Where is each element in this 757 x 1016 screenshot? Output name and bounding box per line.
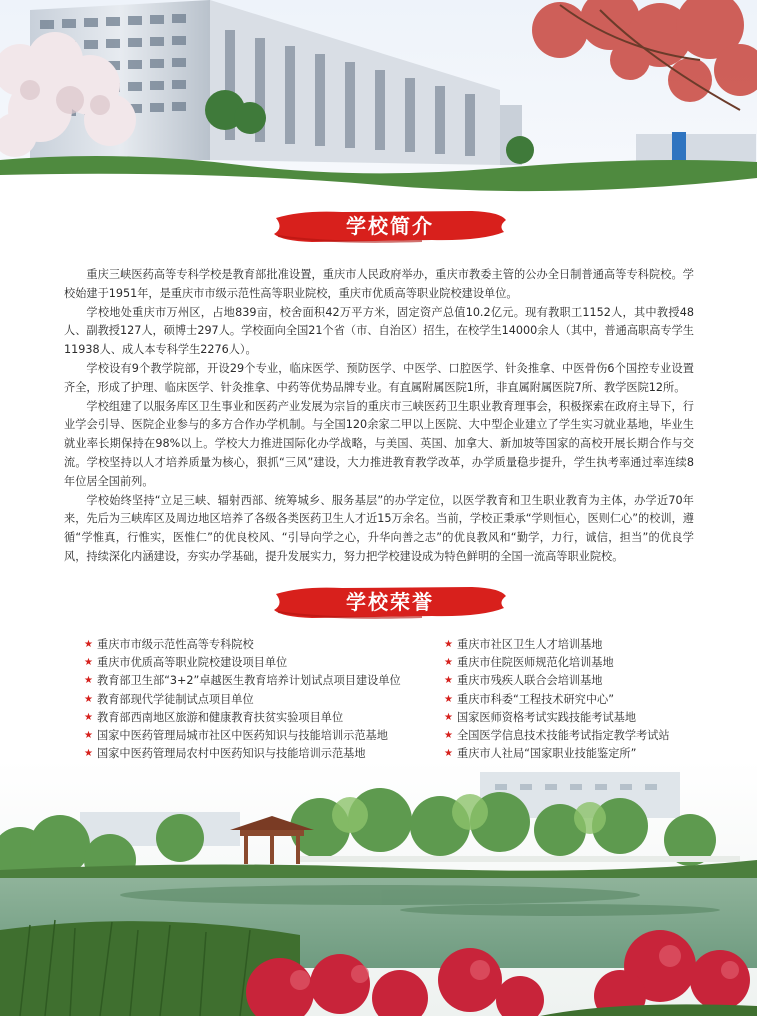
star-icon: ★ — [84, 730, 93, 742]
section-title-honors: 学校荣誉 — [346, 590, 434, 614]
honor-item: ★ 全国医学信息技术技能考试指定教学考试站 — [444, 727, 744, 745]
honor-item: ★ 重庆市残疾人联合会培训基地 — [444, 672, 744, 690]
intro-paragraph: 重庆三峡医药高等专科学校是教育部批准设置，重庆市人民政府举办，重庆市教委主管的公办全日制普通高等专科院校。学校始建于1951年，是重庆市市级示范性高等职业院校，重庆市优质高等职业院校建设单位。 — [64, 268, 694, 300]
honor-item: ★ 重庆市社区卫生人才培训基地 — [444, 636, 744, 654]
star-icon: ★ — [444, 711, 453, 723]
footer-campus-lake-photo — [0, 760, 757, 1016]
section-banner-honors — [272, 584, 508, 620]
star-icon: ★ — [84, 711, 93, 723]
star-icon: ★ — [84, 639, 93, 650]
honor-item: ★ 重庆市市级示范性高等专科院校 — [84, 636, 434, 654]
star-icon: ★ — [84, 657, 93, 669]
intro-paragraph: 学校设有9个教学院部，开设29个专业，临床医学、预防医学、中医学、口腔医学、针灸推拿、中医骨伤6个国控专业设置齐全，形成了护理、临床医学、针灸推拿、中药等优势品牌专业。有直属附属医院1所，非直属附属医院7所、教学医院12所。 — [64, 361, 694, 394]
honor-item: ★ 重庆市住院医师规范化培训基地 — [444, 654, 744, 672]
honors-list-right — [444, 636, 744, 763]
honor-item: ★ 重庆市优质高等职业院校建设项目单位 — [84, 654, 434, 672]
honor-item: ★ 教育部卫生部“3+2”卓越医生教育培养计划试点项目建设单位 — [84, 672, 434, 690]
star-icon: ★ — [444, 639, 453, 650]
honor-item: ★ 国家中医药管理局城市社区中医药知识与技能培训示范基地 — [84, 727, 434, 745]
honor-item: ★ 教育部西南地区旅游和健康教育扶贫实验项目单位 — [84, 709, 434, 727]
star-icon: ★ — [84, 748, 93, 760]
honor-item: ★ 国家医师资格考试实践技能考试基地 — [444, 709, 744, 727]
honor-item: ★ 国家中医药管理局农村中医药知识与技能培训示范基地 — [84, 745, 434, 763]
honor-item: ★ 教育部现代学徒制试点项目单位 — [84, 691, 434, 709]
star-icon: ★ — [84, 693, 93, 705]
star-icon: ★ — [444, 657, 453, 669]
hero-campus-photo — [0, 0, 757, 200]
honor-item: ★ 重庆市人社局“国家职业技能鉴定所” — [444, 745, 744, 763]
star-icon: ★ — [444, 730, 453, 742]
section-title-intro: 学校简介 — [346, 214, 434, 238]
section-banner-intro — [272, 208, 508, 244]
star-icon: ★ — [444, 748, 453, 760]
honor-item: ★ 重庆市科委“工程技术研究中心” — [444, 691, 744, 709]
star-icon: ★ — [444, 693, 453, 705]
intro-paragraph: 学校地处重庆市万州区，占地839亩，校舍面积42万平方米，固定资产总值10.2亿元。现有教职工1152人，其中教授48人、副教授127人，硕博士297人。学校面向全国21个省（市、自治区）招生，在校学生14000余人（其中，普通高职高专学生11938人、成人本专科学生2276人）。 — [64, 305, 694, 357]
intro-text — [64, 266, 694, 567]
intro-paragraph: 学校始终坚持“立足三峡、辐射西部、统筹城乡、服务基层”的办学定位，以医学教育和卫生职业教育为主体，办学近70年来，先后为三峡库区及周边地区培养了各级各类医药卫生人才近15万余名。当前，学校正秉承“学则恒心，医则仁心”的校训，遵循“学惟真，行惟实，医惟仁”的优良校风、“引导向学之心，升华向善之志”的优良教风和“勤学，力行，诚信，担当”的优良学风，持续深化内涵建设，夯实办学基础，提升发展实力，努力把学校建设成为特色鲜明的全国一流高等职业院校。 — [64, 493, 694, 563]
star-icon: ★ — [444, 675, 453, 687]
star-icon: ★ — [84, 675, 93, 687]
intro-paragraph: 学校组建了以服务库区卫生事业和医药产业发展为宗旨的重庆市三峡医药卫生职业教育理事会，积极探索在政府主导下，行业学会引导、医院企业参与的多方合作办学机制。与全国120余家二甲以上医院、大中型企业建立了学生实习就业基地，毕业生就业率长期保持在98%以上。学校大力推进国际化办学战略，与美国、英国、加拿大、新加坡等国家的高校开展长期合作与交流。学校坚持以人才培养质量为核心，狠抓“三风”建设，大力推进教育教学改革，办学质量稳步提升，学生执考率通过率连续8年位居全国前列。 — [64, 399, 694, 488]
